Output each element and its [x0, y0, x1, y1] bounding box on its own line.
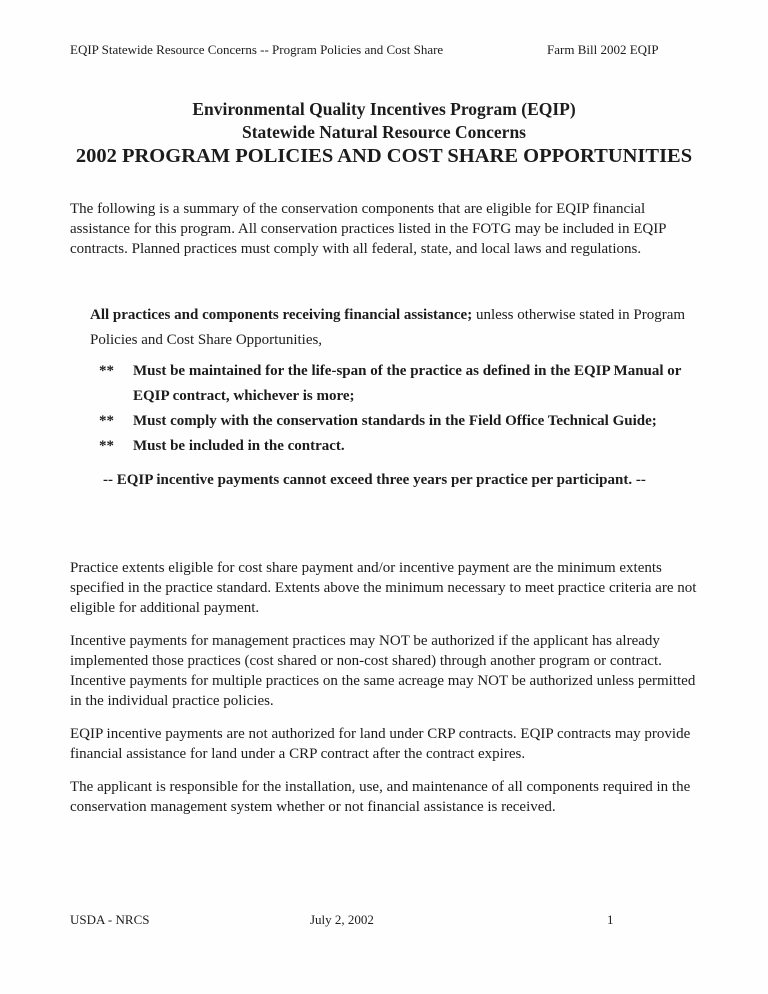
paragraph-crp-contracts: EQIP incentive payments are not authorized for land under CRP contracts. EQIP contracts may provide financial assistance for land under a CRP contract after the contract expires.	[70, 726, 691, 762]
asterisk-bullet-marker: **	[99, 363, 114, 379]
requirement-text: Must comply with the conservation standards in the Field Office Technical Guide;	[133, 413, 657, 429]
document-title	[0, 98, 768, 168]
requirement-text: Must be included in the contract.	[133, 438, 345, 454]
asterisk-bullet-marker: **	[99, 413, 114, 429]
footer-date: July 2, 2002	[310, 912, 374, 927]
running-header-right: Farm Bill 2002 EQIP	[547, 42, 659, 57]
paragraph-incentive-payments: Incentive payments for management practices may NOT be authorized if the applicant has already implemented those practices (cost shared or non-cost shared) through another program or contract. Incentive payments for multiple practices on the same acreage may NOT be authorized unless permitted in the individual practice policies.	[70, 633, 696, 709]
requirements-lead	[90, 303, 712, 353]
incentive-payments-note: -- EQIP incentive payments cannot exceed three years per practice per participant. --	[103, 472, 646, 488]
footer-page-number: 1	[607, 912, 614, 927]
requirement-item	[90, 409, 712, 434]
requirements-section	[90, 303, 712, 493]
paragraph-practice-extents: Practice extents eligible for cost share payment and/or incentive payment are the minimum extents specified in the practice standard. Extents above the minimum necessary to meet practice criteria are not eligible for additional payment.	[70, 560, 697, 616]
requirement-item	[90, 434, 712, 459]
asterisk-bullet-marker: **	[99, 438, 114, 454]
requirements-list	[90, 359, 712, 459]
title-line-2: Statewide Natural Resource Concerns	[241, 122, 526, 142]
body-paragraphs	[70, 558, 702, 830]
footer-agency: USDA - NRCS	[70, 912, 150, 927]
intro-paragraph: The following is a summary of the conservation components that are eligible for EQIP financial assistance for this program. All conservation practices listed in the FOTG may be included in EQIP contracts. Planned practices must comply with all federal, state, and local laws and regulations.	[70, 201, 666, 257]
running-header-left: EQIP Statewide Resource Concerns -- Program Policies and Cost Share	[70, 42, 444, 57]
requirements-lead-bold: All practices and components receiving financial assistance;	[90, 307, 473, 323]
requirement-item	[90, 359, 712, 409]
title-line-3: 2002 PROGRAM POLICIES AND COST SHARE OPPORTUNITIES	[75, 145, 693, 167]
title-line-1: Environmental Quality Incentives Program (EQIP)	[192, 99, 576, 119]
requirements-lead-rest: unless otherwise stated in Program Policies and Cost Share Opportunities,	[90, 307, 686, 348]
paragraph-applicant-responsibility: The applicant is responsible for the installation, use, and maintenance of all components required in the conservation management system whether or not financial assistance is received.	[70, 779, 691, 815]
requirement-text: Must be maintained for the life-span of the practice as defined in the EQIP Manual or EQIP contract, whichever is more;	[133, 363, 682, 404]
